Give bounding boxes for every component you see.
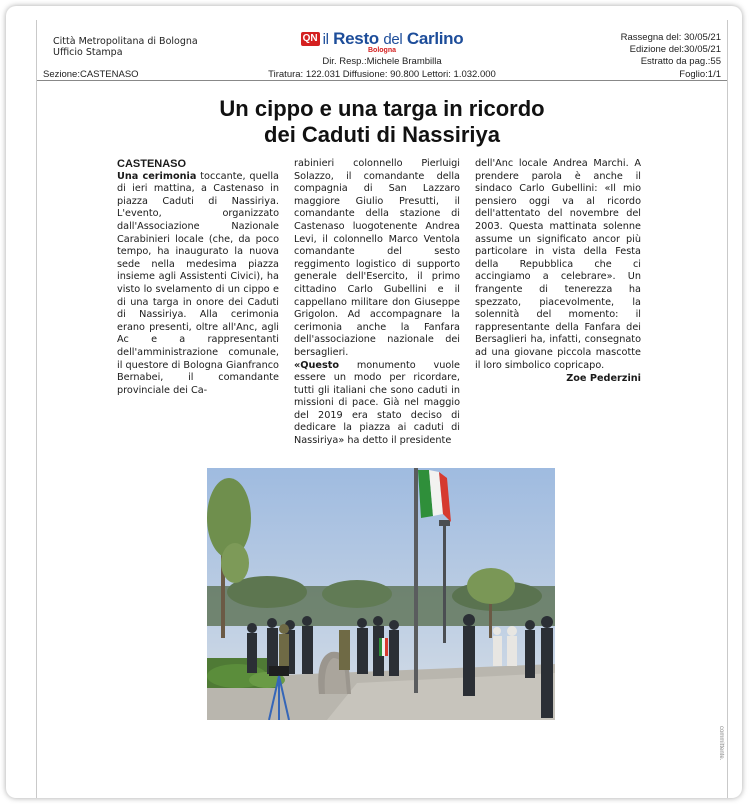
qn-badge: QN xyxy=(302,33,318,44)
masthead: il Resto del Carlino xyxy=(322,29,464,48)
review-info xyxy=(621,32,721,68)
office-name: Ufficio Stampa xyxy=(53,47,123,58)
column-text: toccante, quella di ieri mattina, a Castenaso in piazza Caduti di Nassiriya. L'evento, organizzato dall'Associazione Nazionale Carabinieri locale (che, da poco tempo, ha inaugurato la nuova sede nella medesima piazza insieme agli Assistenti Civici), ha visto lo svelamento di un cippo e di una targa in onore dei Caduti di Nassiriya. Alla cerimonia erano presenti, oltre all'Anc, agli Ac e a rappresentanti dell'amministrazione comunale, il questore di Bologna Gianfranco Bernabei, il comandante provinciale dei Ca- xyxy=(117,170,279,396)
edition-date: Edizione del:30/05/21 xyxy=(629,44,721,55)
ceremony-photo xyxy=(207,468,555,720)
sheet-number: Foglio:1/1 xyxy=(679,69,721,80)
director-line: Dir. Resp.:Michele Brambilla xyxy=(322,56,442,67)
quote-lead: «Questo xyxy=(294,359,340,371)
header-divider xyxy=(37,80,727,81)
article-column-2 xyxy=(294,158,460,448)
page-extract: Estratto da pag.:55 xyxy=(640,56,721,67)
lead-words: Una cerimonia xyxy=(117,170,197,182)
column-text-quote: monumento vuole essere un modo per ricordare, tutti gli italiani che sono caduti in missioni di pace. Già nel maggio del 2019 era stato deciso di dedicare la piazza ai caduti di Nassiriya» ha detto il presidente xyxy=(294,359,460,447)
column-text: rabinieri colonnello Pierluigi Solazzo, il comandante della compagnia di San Lazzaro maggiore Giulio Presutti, il comandante della stazione di Castenaso luogotenente Andrea Levi, il colonnello Marco Ventola comandante del sesto reggimento logistico di supporto generale dell'Esercito, il primo cittadino Carlo Gubellini e il cappellano militare don Giuseppe Grigolon. Ad accompagnare la cerimonia anche la Fanfara dell'associazione nazionale dei bersaglieri. xyxy=(294,158,460,358)
ceremony-scene-illustration xyxy=(207,468,555,720)
article-kicker: CASTENASO xyxy=(117,158,187,170)
masthead-edition: Bologna xyxy=(368,47,396,54)
rassegna-date: Rassegna del: 30/05/21 xyxy=(620,32,721,43)
article-column-3 xyxy=(475,158,641,386)
column-text: dell'Anc locale Andrea Marchi. A prendere parola è anche il sindaco Carlo Gubellini: «Il mio pensiero oggi va al ricordo dell'attentato del novembre del 2003. Questa mattinata solenne assume un significato ancor più particolare in vista della Festa della Repubblica che ci accingiamo a celebrare». Un frangente di tenerezza ha spezzato, piacevolmente, la solennità del momento: il rappresentante della Fanfara dei Bersaglieri ha, infatti, consegnato ad una giovane piccola mascotte il loro simbolico copricapo. xyxy=(475,158,641,371)
section-label: Sezione:CASTENASO xyxy=(43,69,139,80)
side-note: committente. xyxy=(718,726,724,761)
document-viewer xyxy=(6,6,742,798)
author-signature: Zoe Pederzini xyxy=(566,373,641,385)
article-column-1 xyxy=(117,158,279,397)
article-headline: Un cippo e una targa in ricordo dei Caduti di Nassiriya xyxy=(219,96,545,147)
org-name: Città Metropolitana di Bologna xyxy=(53,36,198,47)
circulation-line: Tiratura: 122.031 Diffusione: 90.800 Lettori: 1.032.000 xyxy=(268,69,496,80)
press-clipping-page xyxy=(36,20,728,798)
